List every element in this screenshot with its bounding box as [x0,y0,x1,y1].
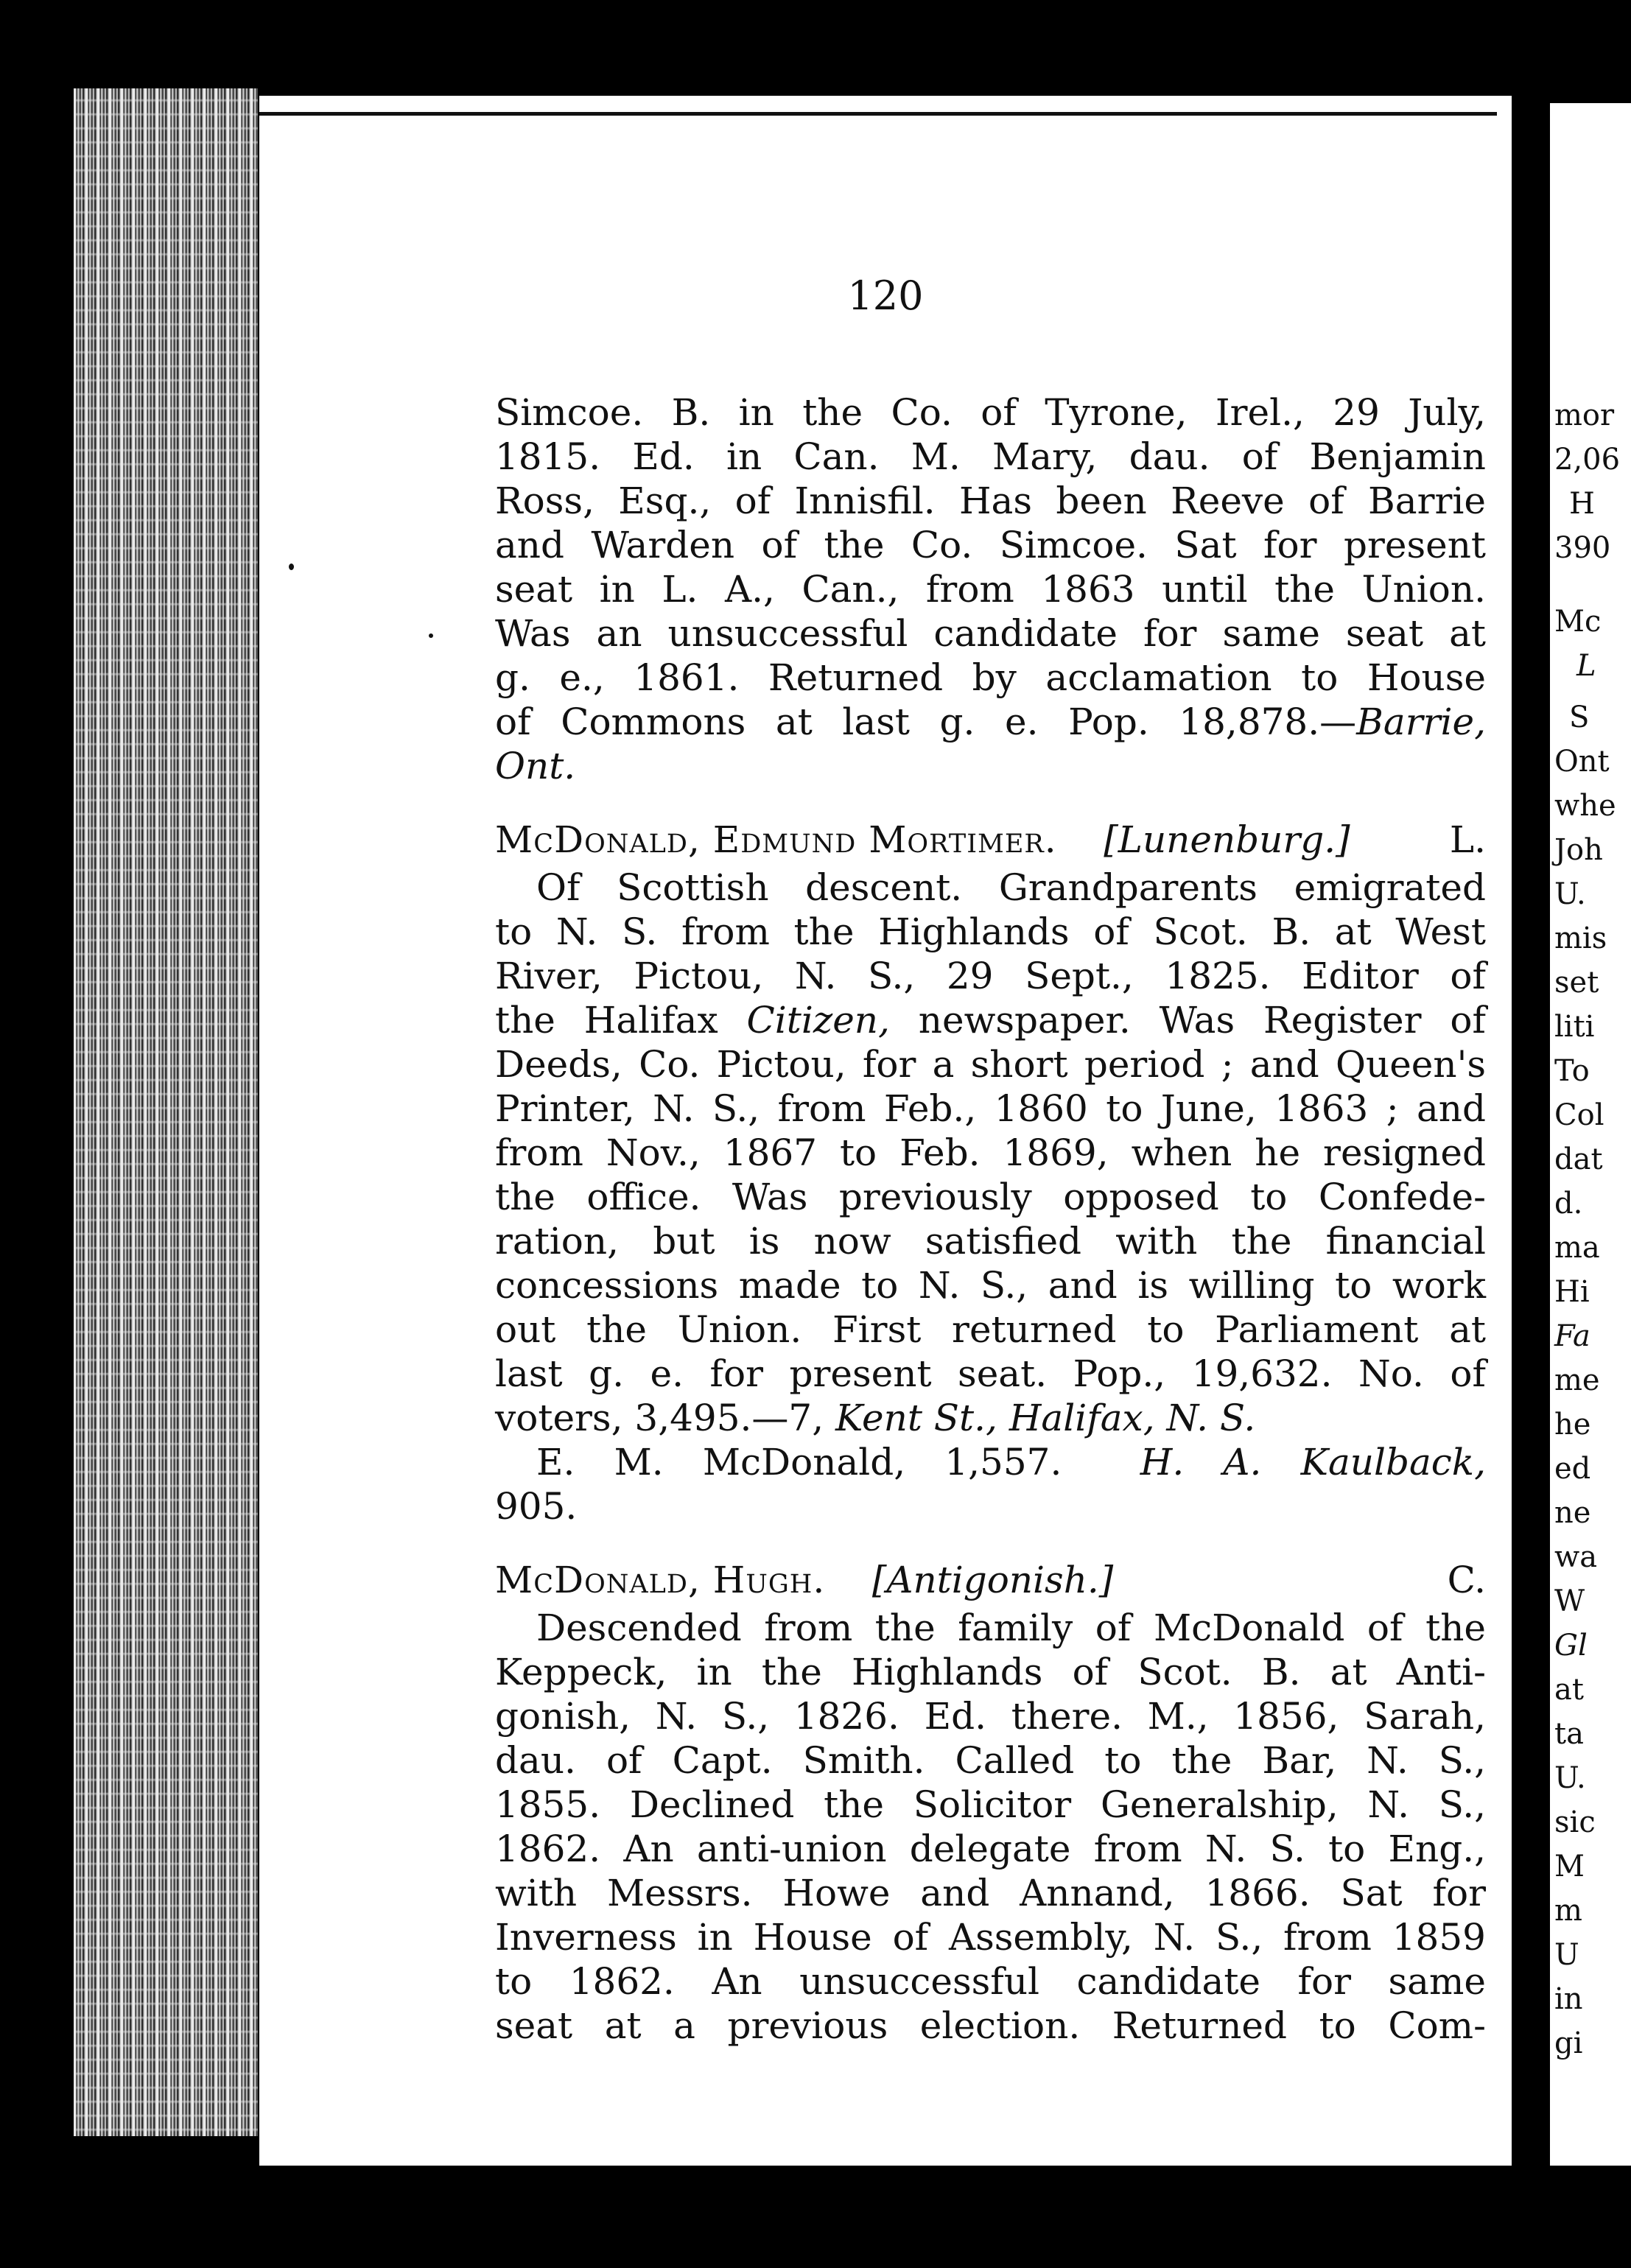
page-top-edge [259,112,1497,116]
address: Kent St., Halifax, N. S. [835,1397,1256,1439]
facing-text: ed [1554,1452,1591,1486]
italic-place: Ont. [495,745,576,787]
winner-votes: E. M. McDonald, 1,557. [536,1441,1062,1484]
facing-text: H [1569,487,1595,521]
facing-text: at [1554,1673,1584,1707]
party-label: L. [1449,818,1486,861]
text-span: the Halifax [495,999,747,1042]
text-line: and Warden of the Co. Simcoe. Sat for present [495,524,1486,566]
text-line: Ross, Esq., of Innisfil. Has been Reeve of Barrie [495,480,1486,522]
facing-text: M [1554,1850,1585,1883]
facing-text: m [1554,1894,1582,1928]
facing-text: U. [1554,1761,1586,1795]
facing-text: 390 [1554,531,1611,565]
text-line: from Nov., 1867 to Feb. 1869, when he resigned [495,1131,1486,1174]
text-line: out the Union. First returned to Parliament at [495,1308,1486,1351]
entry-heading [495,1558,1486,1602]
print-speck [289,564,294,570]
text-line: to 1862. An unsuccessful candidate for same [495,1960,1486,2003]
facing-text: wa [1554,1540,1598,1574]
facing-text: whe [1554,789,1616,823]
text-line: 1862. An anti-union delegate from N. S. to Eng., [495,1828,1486,1870]
text-line: Simcoe. B. in the Co. of Tyrone, Irel., 29 July, [495,391,1486,434]
text-line: Printer, N. S., from Feb., 1860 to June, 1863 ; and [495,1087,1486,1130]
text-line [495,700,1486,744]
facing-text: mor [1554,399,1615,432]
facing-text: liti [1554,1010,1595,1044]
book-page-edges [74,88,258,2136]
facing-text: U. [1554,877,1586,911]
facing-text: Fa [1554,1319,1590,1353]
facing-text: To [1554,1054,1590,1088]
facing-text: Joh [1554,833,1603,867]
text-line: seat at a previous election. Returned to Com- [495,2004,1486,2047]
text-span: voters, 3,495.—7, [495,1397,836,1439]
facing-text: he [1554,1408,1591,1442]
text-line [495,1396,1486,1440]
text-line: the office. Was previously opposed to Confede- [495,1176,1486,1218]
member-name: McDonald, Hugh. [495,1559,826,1601]
text-line: concessions made to N. S., and is willing to work [495,1264,1486,1307]
facing-page-fragment [1550,103,1631,2166]
italic-place: Barrie, [1356,701,1486,743]
text-line: Descended from the family of McDonald of the [536,1607,1486,1649]
text-line: Inverness in House of Assembly, N. S., from 1859 [495,1916,1486,1959]
text-line: last g. e. for present seat. Pop., 19,632. No. of [495,1352,1486,1395]
text-line: g. e., 1861. Returned by acclamation to House [495,656,1486,699]
text-line [495,744,1486,788]
text-line: 905. [495,1485,578,1528]
constituency: [Antigonish.] [871,1559,1114,1601]
party-label: C. [1447,1559,1486,1601]
newspaper-title: Citizen, [746,999,890,1042]
facing-text: W [1554,1584,1585,1618]
book-page [259,96,1512,2166]
facing-text: in [1554,1982,1583,2016]
facing-text: S [1569,701,1590,734]
facing-text: Gl [1554,1629,1588,1663]
election-result [536,1440,1486,1484]
facing-text: Ont [1554,745,1610,779]
text-line: gonish, N. S., 1826. Ed. there. M., 1856, Sarah, [495,1695,1486,1738]
text-line: River, Pictou, N. S., 29 Sept., 1825. Editor of [495,955,1486,997]
text-span: of Commons at last g. e. Pop. 18,878.— [495,701,1357,743]
text-line: Keppeck, in the Highlands of Scot. B. at Anti- [495,1651,1486,1693]
text-span: newspaper. Was Register of [889,999,1486,1042]
facing-text: me [1554,1363,1600,1397]
facing-text: set [1554,966,1599,1000]
text-line: Deeds, Co. Pictou, for a short period ; and Queen's [495,1043,1486,1086]
facing-text: mis [1554,921,1607,955]
facing-text: dat [1554,1142,1603,1176]
facing-text: ta [1554,1717,1584,1751]
text-line: with Messrs. Howe and Annand, 1866. Sat for [495,1872,1486,1914]
print-speck [429,633,433,638]
facing-text: 2,06 [1554,443,1621,477]
facing-text: L [1576,649,1596,683]
facing-text: ne [1554,1496,1591,1530]
text-line: ration, but is now satisfied with the financial [495,1220,1486,1263]
page-number: 120 [847,273,924,319]
text-line: seat in L. A., Can., from 1863 until the Union. [495,568,1486,611]
text-line: dau. of Capt. Smith. Called to the Bar, N. S., [495,1739,1486,1782]
facing-text: Hi [1554,1275,1590,1309]
facing-text: Col [1554,1098,1604,1132]
text-line: Of Scottish descent. Grandparents emigrated [536,866,1486,909]
loser-name: H. A. Kaulback, [1140,1441,1486,1484]
text-line: to N. S. from the Highlands of Scot. B. at West [495,910,1486,953]
text-line: Was an unsuccessful candidate for same seat at [495,612,1486,655]
facing-text: ma [1554,1231,1600,1265]
facing-text: Mc [1554,605,1602,639]
book-gutter [1512,96,1550,2166]
member-name: McDonald, Edmund Mortimer. [495,818,1057,861]
facing-text: U [1554,1938,1579,1972]
facing-text: sic [1554,1805,1596,1839]
entry-heading [495,818,1486,862]
constituency: [Lunenburg.] [1104,818,1350,861]
facing-text: d. [1554,1187,1583,1221]
text-line: 1855. Declined the Solicitor Generalship, N. S., [495,1783,1486,1826]
facing-text: gi [1554,2026,1583,2060]
text-line: 1815. Ed. in Can. M. Mary, dau. of Benjamin [495,435,1486,478]
text-line [495,998,1486,1042]
